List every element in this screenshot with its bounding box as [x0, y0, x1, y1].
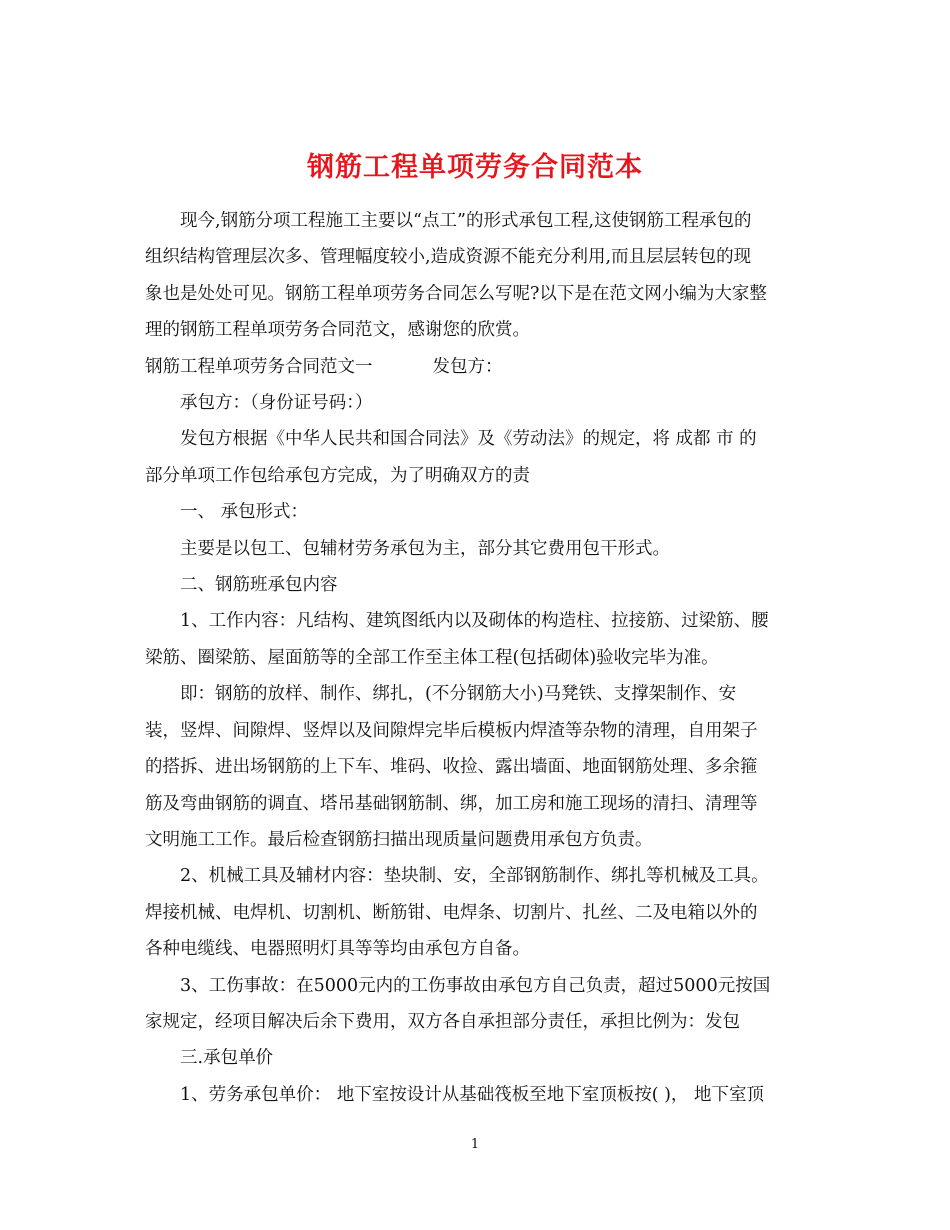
paragraph-line: 承包方：（身份证号码：）: [180, 393, 373, 414]
page-title: 钢筋工程单项劳务合同范本: [307, 152, 643, 184]
paragraph-line: 文明施工工作。最后检查钢筋扫描出现质量问题费用承包方负责。: [145, 829, 653, 850]
section-heading: 二、钢筋班承包内容: [180, 575, 338, 596]
paragraph-line: 发包方根据《中华人民共和国合同法》及《劳动法》的规定，将 成都 市 的: [180, 429, 757, 450]
paragraph-line: 主要是以包工、包辅材劳务承包为主，部分其它费用包干形式。: [180, 538, 670, 559]
paragraph-line: 装，竖焊、间隙焊、竖焊以及间隙焊完毕后模板内焊渣等杂物的清理，自用架子: [145, 720, 758, 741]
document-body: [145, 203, 805, 1113]
paragraph-line: 各种电缆线、电器照明灯具等等均由承包方自备。: [145, 939, 530, 960]
paragraph-line: 现今,钢筋分项工程施工主要以“点工”的形式承包工程,这使钢筋工程承包的: [180, 211, 752, 231]
paragraph-line: 部分单项工作包给承包方完成，为了明确双方的责: [145, 465, 530, 486]
section-heading-line: [145, 349, 805, 385]
sample-heading: 钢筋工程单项劳务合同范文一: [145, 356, 373, 377]
paragraph-line: 组织结构管理层次多、管理幅度较小,造成资源不能充分利用,而且层层转包的现: [145, 247, 752, 268]
paragraph-line: 3、工伤事故：在5000元内的工伤事故由承包方自己负责，超过5000元按国: [180, 975, 771, 996]
paragraph-line: 1、劳务承包单价： 地下室按设计从基础筏板至地下室顶板按( )， 地下室顶: [180, 1084, 764, 1105]
paragraph-line: 2、机械工具及辅材内容：垫块制、安，全部钢筋制作、绑扎等机械及工具。: [180, 866, 769, 887]
paragraph-line: 梁筋、圈梁筋、屋面筋等的全部工作至主体工程(包括砌体)验收完毕为准。: [145, 647, 719, 668]
paragraph-line: 象也是处处可见。钢筋工程单项劳务合同怎么写呢?以下是在范文网小编为大家整: [145, 283, 767, 304]
paragraph-line: 的搭拆、进出场钢筋的上下车、堆码、收捡、露出墙面、地面钢筋处理、多余箍: [145, 757, 758, 778]
paragraph-line: 1、工作内容：凡结构、建筑图纸内以及砌体的构造柱、拉接筋、过梁筋、腰: [180, 611, 769, 632]
section-heading: 三.承包单价: [180, 1048, 274, 1069]
paragraph-line: 筋及弯曲钢筋的调直、塔吊基础钢筋制、绑，加工房和施工现场的清扫、清理等: [145, 793, 758, 814]
paragraph-line: 理的钢筋工程单项劳务合同范文，感谢您的欣赏。: [145, 320, 530, 341]
page-number: 1: [470, 1137, 480, 1152]
paragraph-line: 即：钢筋的放样、制作、绑扎，(不分钢筋大小)马凳铁、支撑架制作、安: [180, 684, 737, 705]
paragraph-line: 家规定，经项目解决后余下费用，双方各自承担部分责任，承担比例为：发包: [145, 1011, 740, 1032]
section-heading: 一、 承包形式：: [180, 502, 309, 523]
paragraph-line: 焊接机械、电焊机、切割机、断筋钳、电焊条、切割片、扎丝、二及电箱以外的: [145, 902, 758, 923]
employer-label: 发包方：: [432, 356, 503, 377]
